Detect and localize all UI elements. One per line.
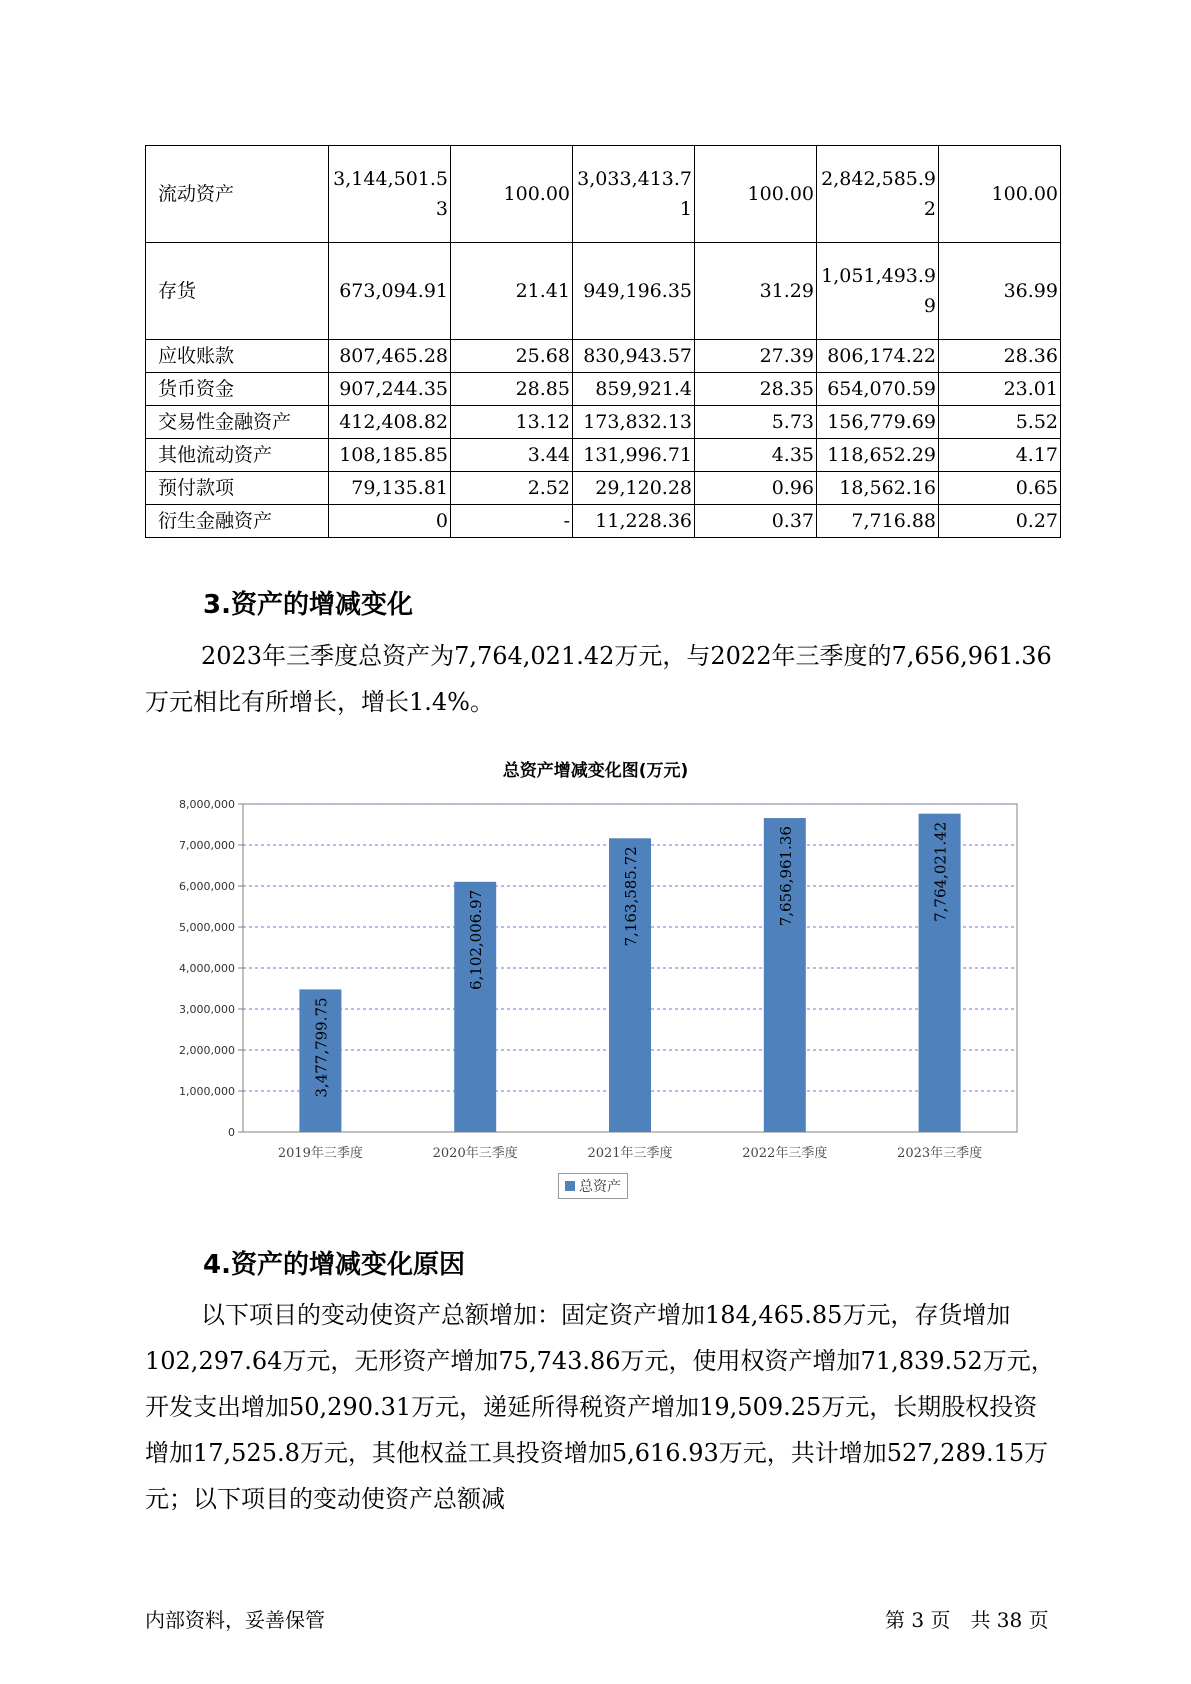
row-label: 应收账款 (146, 340, 329, 373)
data-label: 7,764,021.42 (931, 821, 950, 922)
row-label: 货币资金 (146, 373, 329, 406)
section-4-heading: 4.资产的增减变化原因 (203, 1250, 465, 1280)
cell-c2: 21.41 (451, 243, 573, 340)
cell-c3: 949,196.35 (573, 243, 695, 340)
cell-c5: 7,716.88 (817, 505, 939, 538)
row-label: 存货 (146, 243, 329, 340)
row-label: 衍生金融资产 (146, 505, 329, 538)
cell-c1: 673,094.91 (329, 243, 451, 340)
cell-c1: 0 (329, 505, 451, 538)
row-label: 预付款项 (146, 472, 329, 505)
cell-c6: 100.00 (939, 146, 1061, 243)
cell-c4: 5.73 (695, 406, 817, 439)
cell-c3: 29,120.28 (573, 472, 695, 505)
cell-c1: 907,244.35 (329, 373, 451, 406)
cell-c5: 118,652.29 (817, 439, 939, 472)
cell-c1: 412,408.82 (329, 406, 451, 439)
cell-c2: 25.68 (451, 340, 573, 373)
cell-c4: 4.35 (695, 439, 817, 472)
data-label: 7,656,961.36 (776, 826, 795, 927)
cell-c2: 3.44 (451, 439, 573, 472)
legend-label: 总资产 (579, 1179, 621, 1195)
y-tick-label: 6,000,000 (179, 880, 235, 893)
cell-c3: 131,996.71 (573, 439, 695, 472)
y-tick-label: 3,000,000 (179, 1003, 235, 1016)
cell-c5: 806,174.22 (817, 340, 939, 373)
cell-c6: 0.27 (939, 505, 1061, 538)
section-3-heading: 3.资产的增减变化 (203, 590, 413, 620)
row-label: 流动资产 (146, 146, 329, 243)
row-label: 其他流动资产 (146, 439, 329, 472)
cell-c5: 2,842,585.92 (817, 146, 939, 243)
cell-c6: 23.01 (939, 373, 1061, 406)
footer-page-number: 第 3 页 共 38 页 (885, 1608, 1049, 1632)
cell-c2: 2.52 (451, 472, 573, 505)
cell-c6: 28.36 (939, 340, 1061, 373)
cell-c4: 0.96 (695, 472, 817, 505)
y-tick-label: 5,000,000 (179, 921, 235, 934)
cell-c3: 173,832.13 (573, 406, 695, 439)
section-4-paragraph: 以下项目的变动使资产总额增加：固定资产增加184,465.85万元，存货增加102,297.64万元，无形资产增加75,743.86万元，使用权资产增加71,839.52万元，开发支出增加50,290.31万元，递延所得税资产增加19,509.25万元，长期股权投资增加17,525.8万元，其他权益工具投资增加5,616.93万元，共计增加527,289.15万元；以下项目的变动使资产总额减 (145, 1301, 1055, 1513)
y-tick-label: 7,000,000 (179, 839, 235, 852)
data-label: 3,477,799.75 (312, 997, 331, 1098)
x-tick-label: 2021年三季度 (587, 1146, 673, 1161)
cell-c3: 3,033,413.71 (573, 146, 695, 243)
y-tick-label: 8,000,000 (179, 798, 235, 811)
section-3-paragraph: 2023年三季度总资产为7,764,021.42万元，与2022年三季度的7,656,961.36万元相比有所增长，增长1.4%。 (145, 642, 1052, 716)
cell-c3: 11,228.36 (573, 505, 695, 538)
cell-c3: 859,921.4 (573, 373, 695, 406)
cell-c5: 1,051,493.99 (817, 243, 939, 340)
cell-c2: 100.00 (451, 146, 573, 243)
y-tick-label: 0 (228, 1126, 235, 1139)
cell-c4: 100.00 (695, 146, 817, 243)
cell-c1: 807,465.28 (329, 340, 451, 373)
cell-c5: 156,779.69 (817, 406, 939, 439)
cell-c5: 18,562.16 (817, 472, 939, 505)
cell-c2: - (451, 505, 573, 538)
cell-c6: 4.17 (939, 439, 1061, 472)
row-label: 交易性金融资产 (146, 406, 329, 439)
y-tick-label: 1,000,000 (179, 1085, 235, 1098)
data-label: 6,102,006.97 (467, 889, 486, 991)
x-tick-label: 2022年三季度 (742, 1146, 828, 1161)
cell-c6: 36.99 (939, 243, 1061, 340)
y-tick-label: 2,000,000 (179, 1044, 235, 1057)
y-tick-label: 4,000,000 (179, 962, 235, 975)
cell-c3: 830,943.57 (573, 340, 695, 373)
cell-c5: 654,070.59 (817, 373, 939, 406)
cell-c4: 31.29 (695, 243, 817, 340)
x-tick-label: 2019年三季度 (277, 1146, 363, 1161)
cell-c6: 0.65 (939, 472, 1061, 505)
cell-c1: 3,144,501.53 (329, 146, 451, 243)
cell-c4: 27.39 (695, 340, 817, 373)
cell-c6: 5.52 (939, 406, 1061, 439)
chart-legend (558, 1173, 628, 1199)
cell-c2: 13.12 (451, 406, 573, 439)
chart-title: 总资产增减变化图(万元) (502, 761, 689, 781)
cell-c4: 0.37 (695, 505, 817, 538)
footer-confidential: 内部资料，妥善保管 (145, 1608, 325, 1632)
cell-c1: 79,135.81 (329, 472, 451, 505)
data-label: 7,163,585.72 (622, 846, 640, 947)
legend-swatch (565, 1181, 575, 1191)
x-tick-label: 2020年三季度 (432, 1146, 518, 1161)
cell-c2: 28.85 (451, 373, 573, 406)
cell-c4: 28.35 (695, 373, 817, 406)
cell-c1: 108,185.85 (329, 439, 451, 472)
x-tick-label: 2023年三季度 (897, 1146, 983, 1161)
